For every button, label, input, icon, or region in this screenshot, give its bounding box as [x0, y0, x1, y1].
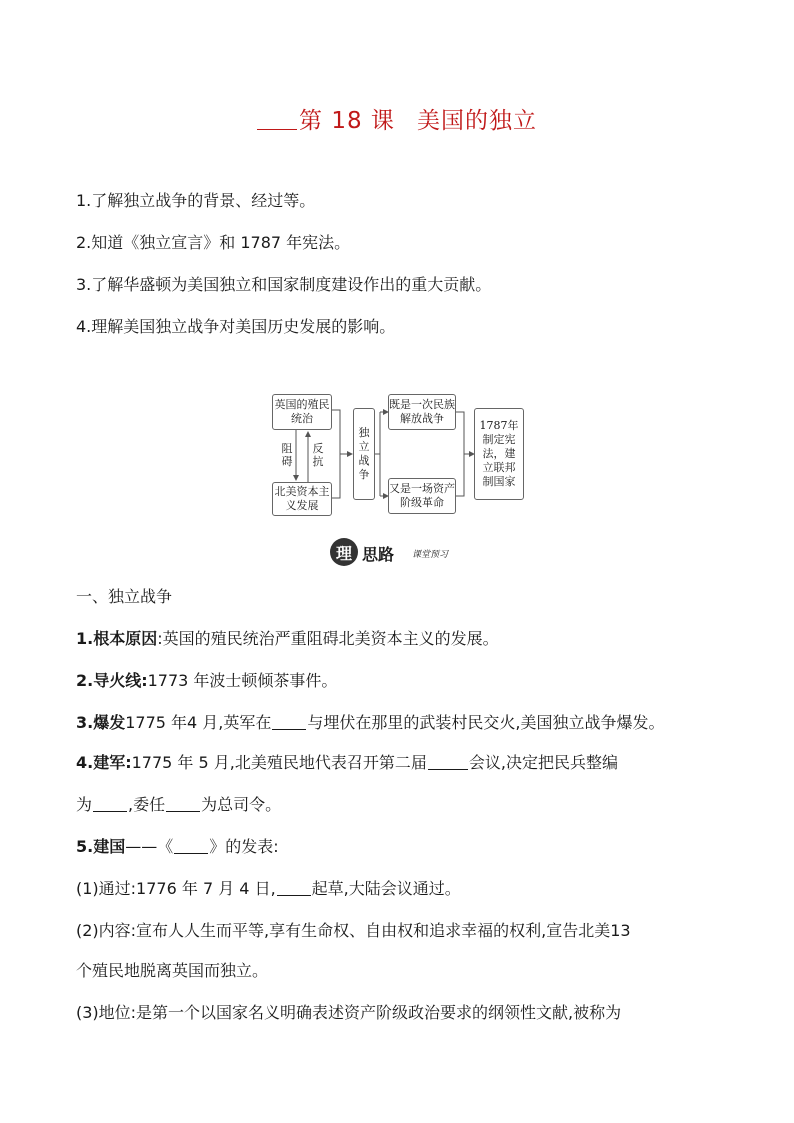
lesson-title: [0, 102, 794, 135]
capitalism-text: 北美资本主义发展: [274, 485, 330, 512]
knowledge-diagram: [270, 392, 530, 517]
item-2-label: 2.导火线:: [76, 671, 148, 690]
war-box: [353, 408, 375, 500]
item-1-label: 1.根本原因: [76, 629, 158, 648]
logo-main: 思路: [362, 545, 395, 564]
item-4-label: 4.建军:: [76, 753, 132, 772]
result-text: 1787年制定宪法，建立联邦制国家: [479, 419, 519, 488]
item-4: [76, 752, 618, 774]
blank-army[interactable]: [93, 795, 127, 812]
point-3-line-1: (3)地位:是第一个以国家名义明确表述资产阶级政治要求的纲领性文献,被称为: [76, 1003, 622, 1022]
section-heading: 一、独立战争: [76, 587, 173, 606]
item-4-line2-b: ,委任: [128, 795, 166, 814]
lesson-name: 美国的独立: [416, 108, 537, 134]
title-underline: [257, 107, 297, 130]
item-4-line2-a: 为: [76, 795, 93, 814]
resist-label: 反抗: [312, 442, 324, 468]
colonial-rule-box: [272, 394, 332, 430]
point-1-a: (1)通过:1776 年 7 月 4 日,: [76, 879, 276, 898]
point-2-line-1: (2)内容:宣布人人生而平等,享有生命权、自由权和追求幸福的权利,宣告北美13: [76, 921, 631, 940]
point-1: [76, 878, 461, 900]
item-4-line-2: [76, 794, 281, 816]
nature-2-box: [388, 478, 456, 514]
item-1: [76, 628, 499, 650]
objective-2: 2.知道《独立宣言》和 1787 年宪法。: [76, 233, 351, 252]
lesson-number: 第 18 课: [299, 108, 395, 134]
point-1-b: 起草,大陆会议通过。: [311, 879, 461, 898]
blank-commander[interactable]: [166, 795, 200, 812]
blank-declaration[interactable]: [174, 837, 208, 854]
colonial-rule-text: 英国的殖民统治: [274, 398, 330, 425]
section-logo: [330, 538, 470, 568]
war-text: 独立战争: [358, 426, 370, 481]
item-4-line2-c: 为总司令。: [201, 795, 282, 814]
capitalism-box: [272, 482, 332, 516]
logo-sub: 课堂预习: [412, 550, 449, 560]
item-5-label: 5.建国: [76, 837, 126, 856]
nature-1-text: 既是一次民族解放战争: [389, 398, 455, 425]
item-3-label: 3.爆发: [76, 713, 126, 732]
item-1-text: :英国的殖民统治严重阻碍北美资本主义的发展。: [157, 629, 499, 648]
item-3-text-b: 与埋伏在那里的武装村民交火,美国独立战争爆发。: [307, 713, 665, 732]
blank-lexington[interactable]: [272, 713, 306, 730]
blank-author[interactable]: [277, 879, 311, 896]
item-5-text-a: ——《: [125, 837, 174, 856]
result-box: [474, 408, 524, 500]
item-2-text: 1773 年波士顿倾茶事件。: [147, 671, 338, 690]
objective-3: 3.了解华盛顿为美国独立和国家制度建设作出的重大贡献。: [76, 275, 492, 294]
item-2: [76, 670, 337, 692]
blank-congress[interactable]: [428, 753, 468, 770]
item-5-text-b: 》的发表:: [209, 837, 279, 856]
nature-1-box: [388, 394, 456, 430]
item-4-text-a: 1775 年 5 月,北美殖民地代表召开第二届: [131, 753, 427, 772]
point-2-line-2: 个殖民地脱离英国而独立。: [76, 961, 269, 980]
item-4-text-b: 会议,决定把民兵整编: [468, 753, 618, 772]
objective-4: 4.理解美国独立战争对美国历史发展的影响。: [76, 317, 396, 336]
hinder-label: 阻碍: [281, 442, 293, 468]
logo-badge: 理: [330, 538, 358, 566]
nature-2-text: 又是一场资产阶级革命: [389, 482, 455, 509]
objective-1: 1.了解独立战争的背景、经过等。: [76, 191, 316, 210]
item-5: [76, 836, 279, 858]
item-3-text-a: 1775 年4 月,英军在: [125, 713, 272, 732]
item-3: [76, 712, 664, 734]
